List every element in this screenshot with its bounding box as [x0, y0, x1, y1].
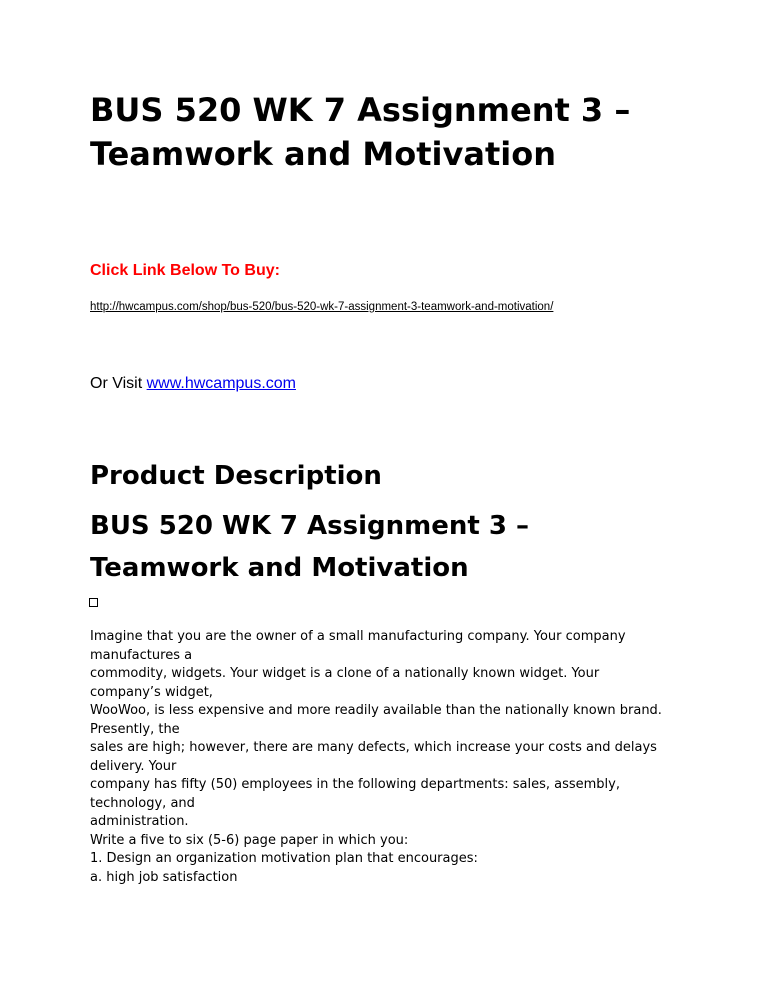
body-line: Presently, the	[90, 721, 180, 737]
visit-line	[90, 374, 296, 394]
description-body	[90, 628, 690, 887]
body-line: commodity, widgets. Your widget is a clone of a nationally known widget. Your	[90, 666, 600, 681]
body-line: Imagine that you are the owner of a small manufacturing company. Your company	[90, 629, 626, 644]
page-title-line-2: Teamwork and Motivation	[90, 135, 556, 173]
checkbox-glyph-icon	[89, 598, 98, 607]
visit-link[interactable]: www.hwcampus.com	[146, 375, 296, 392]
buy-label: Click Link Below To Buy:	[90, 262, 280, 279]
buy-link[interactable]: http://hwcampus.com/shop/bus-520/bus-520-wk-7-assignment-3-teamwork-and-motivation/	[90, 301, 554, 313]
body-line: company’s widget,	[90, 684, 213, 700]
body-line: technology, and	[90, 795, 195, 811]
body-line: manufactures a	[90, 647, 193, 663]
page-title	[90, 88, 730, 176]
visit-prefix: Or Visit	[90, 375, 147, 392]
product-title-line-2: Teamwork and Motivation	[90, 553, 469, 583]
body-line: 1. Design an organization motivation plan that encourages:	[90, 851, 478, 866]
product-title-line-1: BUS 520 WK 7 Assignment 3 –	[90, 511, 530, 541]
body-line: delivery. Your	[90, 758, 177, 774]
body-line: a. high job satisfaction	[90, 869, 238, 885]
body-line: administration.	[90, 814, 189, 829]
body-line: company has fifty (50) employees in the following departments: sales, assembly,	[90, 777, 620, 792]
body-line: WooWoo, is less expensive and more readily available than the nationally known brand.	[90, 703, 662, 718]
body-line: sales are high; however, there are many defects, which increase your costs and delays	[90, 740, 657, 755]
section-heading: Product Description	[90, 461, 382, 491]
body-line: Write a five to six (5-6) page paper in which you:	[90, 832, 409, 848]
page-title-line-1: BUS 520 WK 7 Assignment 3 –	[90, 91, 631, 129]
product-title	[90, 505, 730, 589]
